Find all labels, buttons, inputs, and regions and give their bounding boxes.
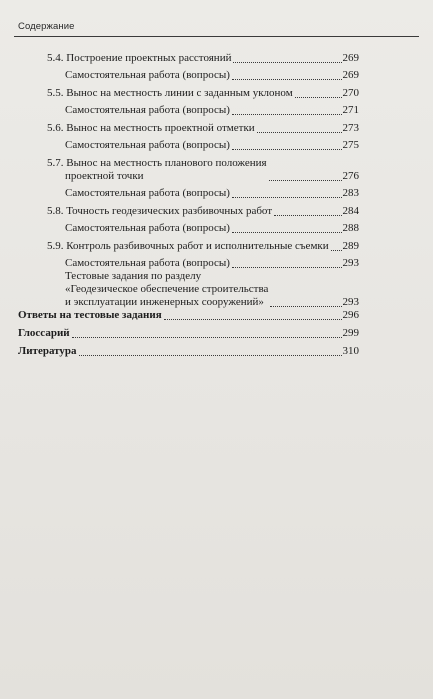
- toc-entry-5-4[interactable]: [47, 52, 359, 65]
- toc-entry-title: Самостоятельная работа (вопросы): [65, 69, 230, 81]
- toc-entry-answers[interactable]: [18, 309, 359, 322]
- toc-entry-5-6[interactable]: [47, 122, 359, 135]
- toc-entry-5-7[interactable]: [47, 157, 359, 183]
- toc-entry-5-9-exercises[interactable]: [65, 257, 359, 270]
- leader-dots: [257, 132, 342, 133]
- toc-page-number: 310: [342, 345, 359, 357]
- toc-entry-title: Самостоятельная работа (вопросы): [65, 139, 230, 151]
- leader-dots: [232, 114, 342, 115]
- leader-dots: [72, 337, 342, 338]
- toc-entry-5-8[interactable]: [47, 205, 359, 218]
- toc-page-number: 269: [342, 52, 359, 64]
- toc-entry-title: Ответы на тестовые задания: [18, 309, 162, 321]
- toc-entry-title: Самостоятельная работа (вопросы): [65, 257, 230, 269]
- toc-page-number: 273: [342, 122, 359, 134]
- leader-dots: [233, 62, 341, 63]
- toc-entry-literature[interactable]: [18, 345, 359, 358]
- toc-entry-title: 5.8. Точность геодезических разбивочных работ: [47, 205, 273, 217]
- toc-entry-5-4-exercises[interactable]: [65, 69, 359, 82]
- toc-entry-title: [65, 270, 268, 309]
- leader-dots: [269, 180, 342, 181]
- leader-dots: [331, 250, 342, 251]
- toc-entry-title: Самостоятельная работа (вопросы): [65, 104, 230, 116]
- toc-entry-title: Самостоятельная работа (вопросы): [65, 187, 230, 199]
- toc-entry-title: Глоссарий: [18, 327, 70, 339]
- toc-page-number: 271: [342, 104, 359, 116]
- toc-entry-title: 5.6. Вынос на местность проектной отметки: [47, 122, 255, 134]
- toc-page-number: 275: [342, 139, 359, 151]
- toc-entry-line: 5.7. Вынос на местность планового положения: [47, 157, 267, 169]
- toc-entry-5-5[interactable]: [47, 87, 359, 100]
- leader-dots: [232, 197, 342, 198]
- toc-entry-title: 5.4. Построение проектных расстояний: [47, 52, 232, 64]
- running-head: Содержание: [18, 21, 75, 32]
- toc-entry-title: 5.9. Контроль разбивочных работ и исполнительные съемки: [47, 240, 329, 252]
- toc-page-number: 288: [342, 222, 359, 234]
- toc-entry-5-9[interactable]: [47, 240, 359, 253]
- leader-dots: [232, 149, 342, 150]
- toc-page-number: 299: [342, 327, 359, 339]
- toc-entry-title: Самостоятельная работа (вопросы): [65, 222, 230, 234]
- leader-dots: [274, 215, 341, 216]
- leader-dots: [164, 319, 342, 320]
- toc-page-number: 293: [342, 257, 359, 269]
- leader-dots: [295, 97, 342, 98]
- toc-page-number: 293: [342, 296, 359, 308]
- toc-page-number: 276: [342, 170, 359, 182]
- toc-entry-5-8-exercises[interactable]: [65, 222, 359, 235]
- toc-page-number: 269: [342, 69, 359, 81]
- leader-dots: [232, 232, 342, 233]
- leader-dots: [232, 267, 342, 268]
- toc-entry-glossary[interactable]: [18, 327, 359, 340]
- toc-entry-title: 5.5. Вынос на местность линии с заданным уклоном: [47, 87, 293, 99]
- toc-entry-title: [47, 157, 267, 183]
- toc-entry-line: Тестовые задания по разделу: [65, 270, 202, 282]
- toc-entry-line: проектной точки: [65, 170, 144, 182]
- toc-entry-line: и эксплуатации инженерных сооружений»: [65, 296, 264, 308]
- toc-entry-5-6-exercises[interactable]: [65, 139, 359, 152]
- header-rule: [14, 36, 419, 37]
- toc-page-number: 284: [342, 205, 359, 217]
- toc-entry-5-7-exercises[interactable]: [65, 187, 359, 200]
- toc-entry-tests[interactable]: [65, 270, 359, 309]
- leader-dots: [270, 306, 341, 307]
- leader-dots: [79, 355, 342, 356]
- toc-entry-line: «Геодезическое обеспечение строительства: [65, 283, 269, 295]
- toc-page-number: 296: [342, 309, 359, 321]
- toc-page-number: 270: [342, 87, 359, 99]
- toc-entry-title: Литература: [18, 345, 77, 357]
- toc-entry-5-5-exercises[interactable]: [65, 104, 359, 117]
- leader-dots: [232, 79, 342, 80]
- toc-page-number: 283: [342, 187, 359, 199]
- toc-page-number: 289: [342, 240, 359, 252]
